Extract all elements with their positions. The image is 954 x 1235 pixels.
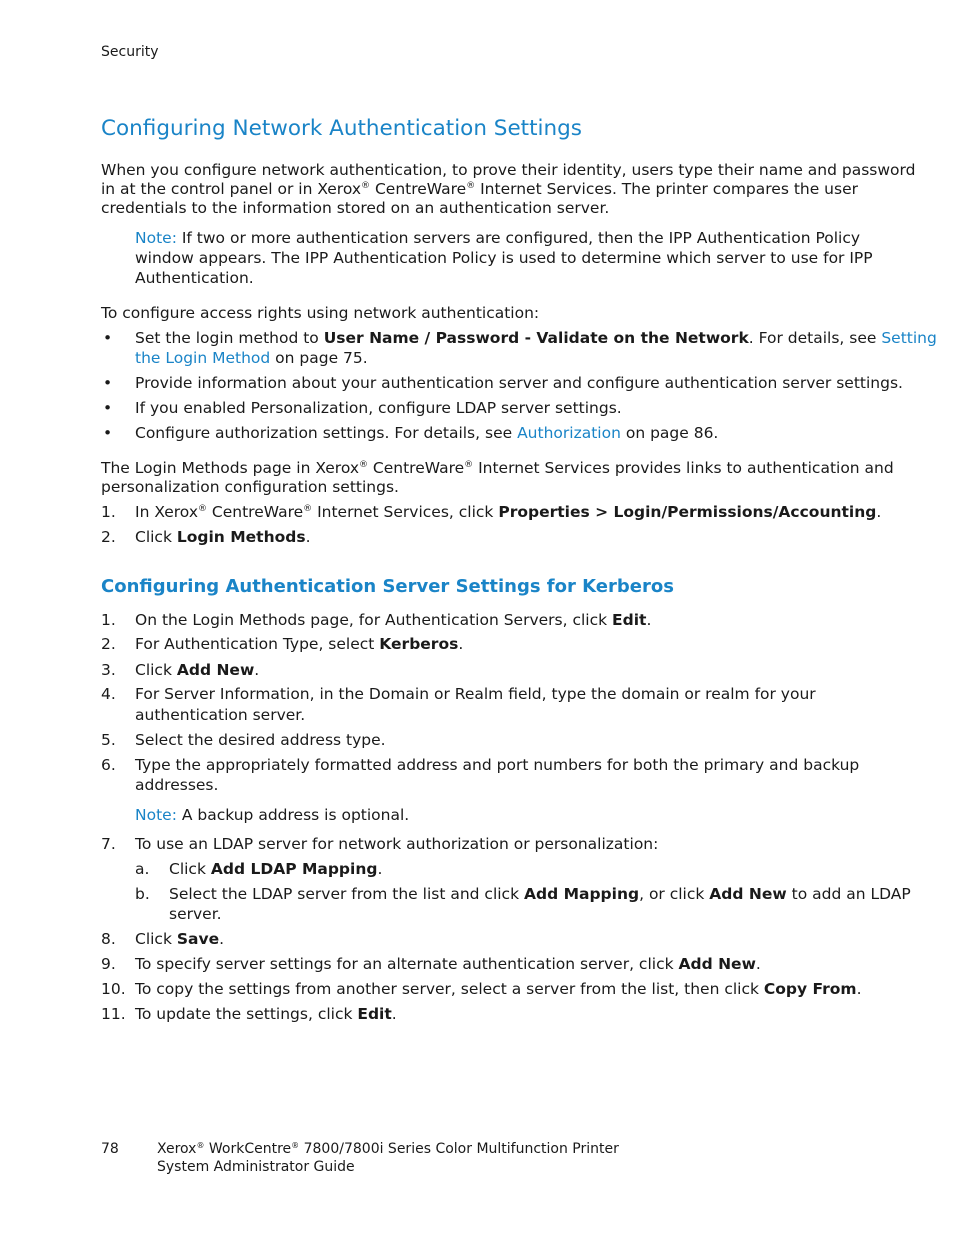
step-number: 4. — [101, 685, 116, 703]
kerberos-step-7b-line-2: server. — [169, 905, 222, 923]
intro-line-2: in at the control panel or in Xerox® CentreWare® Internet Services. The printer compares the user — [101, 180, 858, 198]
bullet-ldap: If you enabled Personalization, configure LDAP server settings. — [135, 399, 622, 417]
kerberos-step-1: On the Login Methods page, for Authentication Servers, click Edit. — [135, 611, 652, 629]
kerberos-step-6-line-1: Type the appropriately formatted address and port numbers for both the primary and backup — [135, 756, 860, 774]
running-header: Security — [101, 44, 159, 60]
kerberos-step-4-line-1: For Server Information, in the Domain or Realm field, type the domain or realm for your — [135, 685, 816, 703]
step-number: 9. — [101, 955, 116, 973]
note-backup: Note: A backup address is optional. — [135, 806, 410, 824]
kerberos-step-4-line-2: authentication server. — [135, 706, 306, 724]
kerberos-step-3: Click Add New. — [135, 661, 260, 679]
link-authorization[interactable]: Authorization — [517, 424, 621, 442]
bullet: • — [103, 329, 113, 347]
step-number: 10. — [101, 980, 126, 998]
kerberos-step-7b-line-1: Select the LDAP server from the list and click Add Mapping, or click Add New to add an LDAP — [169, 885, 911, 903]
note-label: Note: — [135, 806, 177, 824]
note-ipp-line-2: window appears. The IPP Authentication Policy is used to determine which server to use for IPP — [135, 249, 873, 267]
access-intro: To configure access rights using network authentication: — [101, 304, 540, 322]
kerberos-step-8: Click Save. — [135, 930, 225, 948]
intro-line-1: When you configure network authentication, to prove their identity, users type their name and password — [101, 161, 916, 179]
step-number: 1. — [101, 611, 116, 629]
bullet-authorization: Configure authorization settings. For details, see Authorization on page 86. — [135, 424, 719, 442]
kerberos-step-9: To specify server settings for an alternate authentication server, click Add New. — [135, 955, 761, 973]
kerberos-step-10: To copy the settings from another server, select a server from the list, then click Copy From. — [135, 980, 862, 998]
kerberos-step-2: For Authentication Type, select Kerberos. — [135, 635, 464, 653]
step-number: 7. — [101, 835, 116, 853]
bullet-login-method-line-1: Set the login method to User Name / Password - Validate on the Network. For details, see Setting — [135, 329, 937, 347]
substep-letter: a. — [135, 860, 150, 878]
kerberos-title: Configuring Authentication Server Settings for Kerberos — [101, 576, 674, 597]
page-number: 78 — [101, 1141, 119, 1157]
step-number: 11. — [101, 1005, 126, 1023]
bullet-login-method-line-2: the Login Method on page 75. — [135, 349, 368, 367]
footer-guide-line: System Administrator Guide — [157, 1159, 355, 1175]
methods-line-1: The Login Methods page in Xerox® CentreWare® Internet Services provides links to authentication and — [101, 459, 894, 477]
intro-line-3: credentials to the information stored on an authentication server. — [101, 199, 610, 217]
step-number: 8. — [101, 930, 116, 948]
step-number: 2. — [101, 528, 116, 546]
bullet: • — [103, 424, 113, 442]
link-setting-login-method-cont[interactable]: the Login Method — [135, 349, 271, 367]
section-title: Configuring Network Authentication Settings — [101, 116, 582, 141]
methods-step-2: Click Login Methods. — [135, 528, 311, 546]
step-number: 2. — [101, 635, 116, 653]
methods-line-2: personalization configuration settings. — [101, 478, 399, 496]
bullet-auth-server: Provide information about your authentication server and configure authentication server settings. — [135, 374, 903, 392]
kerberos-step-5: Select the desired address type. — [135, 731, 386, 749]
link-setting-login-method[interactable]: Setting — [881, 329, 937, 347]
kerberos-step-11: To update the settings, click Edit. — [135, 1005, 397, 1023]
step-number: 6. — [101, 756, 116, 774]
kerberos-step-6-line-2: addresses. — [135, 776, 219, 794]
kerberos-step-7: To use an LDAP server for network authorization or personalization: — [135, 835, 659, 853]
bullet: • — [103, 374, 113, 392]
kerberos-step-7a: Click Add LDAP Mapping. — [169, 860, 383, 878]
footer-product-line: Xerox® WorkCentre® 7800/7800i Series Color Multifunction Printer — [157, 1141, 619, 1157]
step-number: 5. — [101, 731, 116, 749]
substep-letter: b. — [135, 885, 150, 903]
note-ipp-line-1: Note: If two or more authentication servers are configured, then the IPP Authentication Policy — [135, 229, 861, 247]
methods-step-1: In Xerox® CentreWare® Internet Services, click Properties > Login/Permissions/Accounting. — [135, 503, 882, 521]
step-number: 3. — [101, 661, 116, 679]
step-number: 1. — [101, 503, 116, 521]
note-ipp-line-3: Authentication. — [135, 269, 254, 287]
bullet: • — [103, 399, 113, 417]
note-label: Note: — [135, 229, 177, 247]
